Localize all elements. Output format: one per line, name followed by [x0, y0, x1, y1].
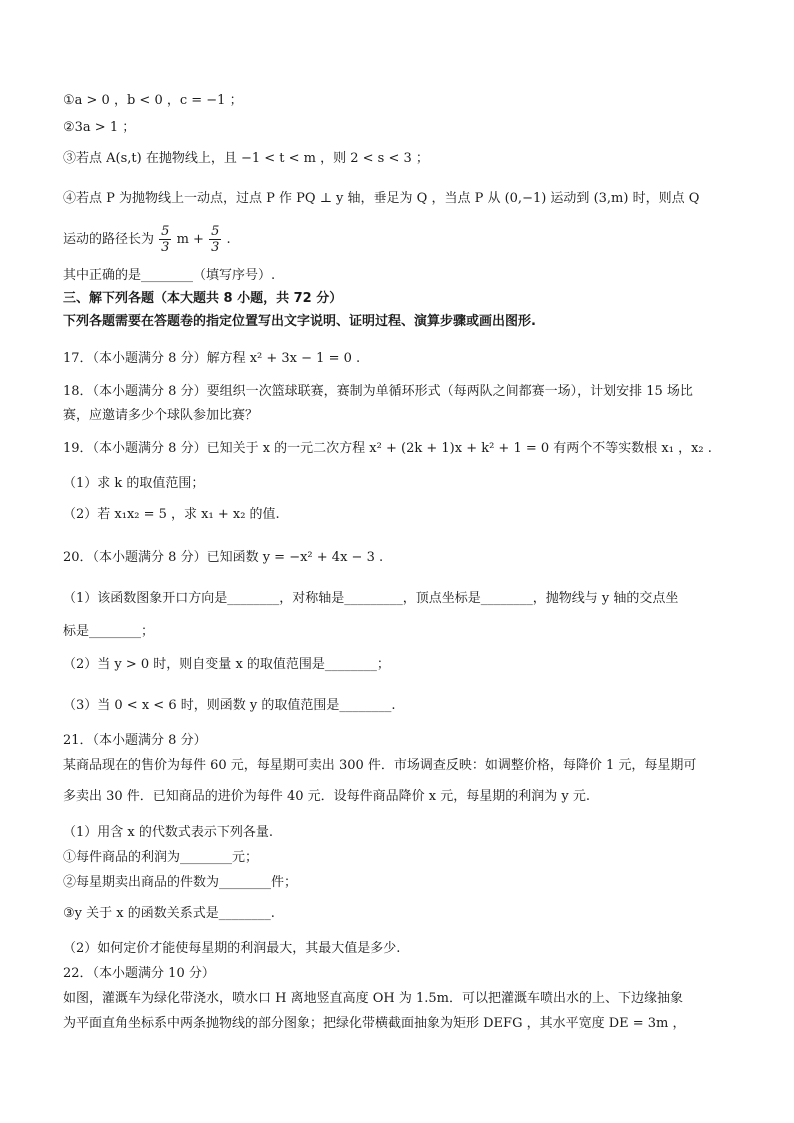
question-21-part-2: （2）如何定价才能使每星期的利润最大，其最大值是多少. [63, 941, 401, 956]
question-21-part-1b: ②每星期卖出商品的件数为________件； [63, 875, 298, 890]
fraction-five-thirds-2 [209, 224, 221, 255]
question-19-part-2: （2）若 x₁x₂ = 5 ，求 x₁ + x₂ 的值. [63, 507, 280, 522]
question-21-part-1c: ③y 关于 x 的函数关系式是________. [63, 906, 275, 921]
question-21-part-1a: ①每件商品的利润为________元； [63, 850, 259, 865]
choice-4-continued [63, 224, 231, 255]
question-21-part-1: （1）用含 x 的代数式表示下列各量. [63, 825, 273, 840]
question-20-part-2: （2）当 y > 0 时，则自变量 x 的取值范围是________； [63, 657, 390, 672]
question-17: 17．（本小题满分 8 分）解方程 x² + 3x − 1 = 0 . [63, 351, 361, 366]
answer-prompt: 其中正确的是________（填写序号）. [63, 268, 276, 283]
question-21: 21．（本小题满分 8 分） [63, 733, 207, 748]
question-20-part-3: （3）当 0 < x < 6 时，则函数 y 的取值范围是________. [63, 698, 396, 713]
question-21-text-1: 某商品现在的售价为每件 60 元，每星期可卖出 300 件．市场调查反映：如调整价格，每降价 1 元，每星期可 [63, 758, 697, 773]
choice-1: ①a > 0 ，b < 0 ，c = −1 ； [63, 93, 243, 108]
question-20-part-1-line-2: 标是________； [63, 624, 155, 639]
question-19-part-1: （1）求 k 的取值范围； [63, 476, 205, 491]
choice-3: ③若点 A(s,t) 在抛物线上，且 −1 < t < m ，则 2 < s < 3 ； [63, 151, 429, 166]
fraction-numerator: 5 [211, 224, 220, 239]
choice-4: ④若点 P 为抛物线上一动点，过点 P 作 PQ ⊥ y 轴，垂足为 Q ，当点 P 从 (0,−1) 运动到 (3,m) 时，则点 Q [63, 191, 700, 206]
period: . [226, 231, 231, 247]
section-3-title: 三、解下列各题（本大题共 8 小题，共 72 分） [63, 291, 343, 306]
question-20-part-1-line-1: （1）该函数图象开口方向是________，对称轴是_________，顶点坐标是________，抛物线与 y 轴的交点坐 [63, 591, 679, 606]
variable-m: m + [176, 231, 204, 247]
fraction-denominator: 3 [211, 240, 220, 255]
question-19: 19．（本小题满分 8 分）已知关于 x 的一元二次方程 x² + (2k + 1)x + k² + 1 = 0 有两个不等实数根 x₁ ，x₂ . [63, 441, 712, 456]
question-18-line-2: 赛，应邀请多少个球队参加比赛？ [63, 408, 259, 423]
fraction-five-thirds-1 [159, 224, 171, 255]
question-22-text-1: 如图，灌溉车为绿化带浇水，喷水口 H 离地竖直高度 OH 为 1.5m．可以把灌溉车喷出水的上、下边缘抽象 [63, 991, 683, 1006]
path-length-label: 运动的路径长为 [63, 231, 155, 247]
fraction-numerator: 5 [161, 224, 170, 239]
choice-2: ②3a > 1 ； [63, 120, 136, 135]
question-18-line-1: 18．（本小题满分 8 分）要组织一次篮球联赛，赛制为单循环形式（每两队之间都赛一场），计划安排 15 场比 [63, 384, 693, 399]
fraction-denominator: 3 [161, 240, 170, 255]
question-21-text-2: 多卖出 30 件．已知商品的进价为每件 40 元．设每件商品降价 x 元，每星期的利润为 y 元. [63, 789, 590, 804]
question-20: 20．（本小题满分 8 分）已知函数 y = −x² + 4x − 3 . [63, 550, 384, 565]
question-22-text-2: 为平面直角坐标系中两条抛物线的部分图象；把绿化带横截面抽象为矩形 DEFG ，其水平宽度 DE = 3m ， [63, 1016, 686, 1031]
question-22: 22．（本小题满分 10 分） [63, 966, 215, 981]
section-3-instructions: 下列各题需要在答题卷的指定位置写出文字说明、证明过程、演算步骤或画出图形. [63, 314, 536, 329]
